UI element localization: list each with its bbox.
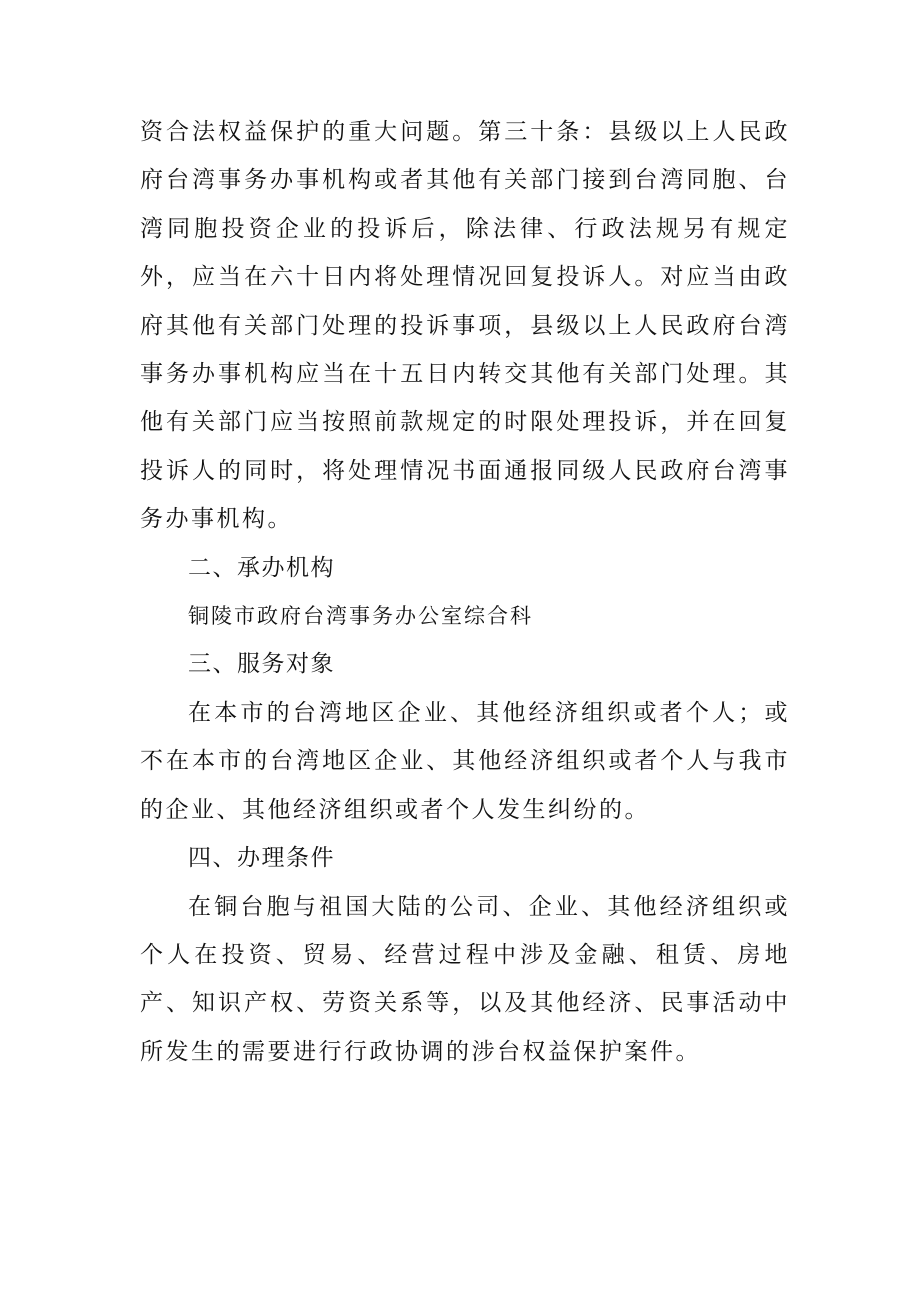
service-target-paragraph: 在本市的台湾地区企业、其他经济组织或者个人；或不在本市的台湾地区企业、其他经济组织或者个人与我市的企业、其他经济组织或者个人发生纠纷的。 [140,699,790,823]
section-heading-service-target: 三、服务对象 [188,651,335,678]
conditions-paragraph: 在铜台胞与祖国大陆的公司、企业、其他经济组织或个人在投资、贸易、经营过程中涉及金融、租赁、房地产、知识产权、劳资关系等，以及其他经济、民事活动中所发生的需要进行行政协调的涉台权益保护案件。 [140,893,790,1065]
section-heading-undertaking-agency: 二、承办机构 [188,554,335,581]
undertaking-agency-name: 铜陵市政府台湾事务办公室综合科 [188,604,533,629]
document-body [140,108,790,1076]
paragraph-continued: 资合法权益保护的重大问题。第三十条：县级以上人民政府台湾事务办事机构或者其他有关部门接到台湾同胞、台湾同胞投资企业的投诉后，除法律、行政法规另有规定外，应当在六十日内将处理情况回复投诉人。对应当由政府其他有关部门处理的投诉事项，县级以上人民政府台湾事务办事机构应当在十五日内转交其他有关部门处理。其他有关部门应当按照前款规定的时限处理投诉，并在回复投诉人的同时，将处理情况书面通报同级人民政府台湾事务办事机构。 [140,119,790,533]
section-heading-conditions: 四、办理条件 [188,845,335,872]
